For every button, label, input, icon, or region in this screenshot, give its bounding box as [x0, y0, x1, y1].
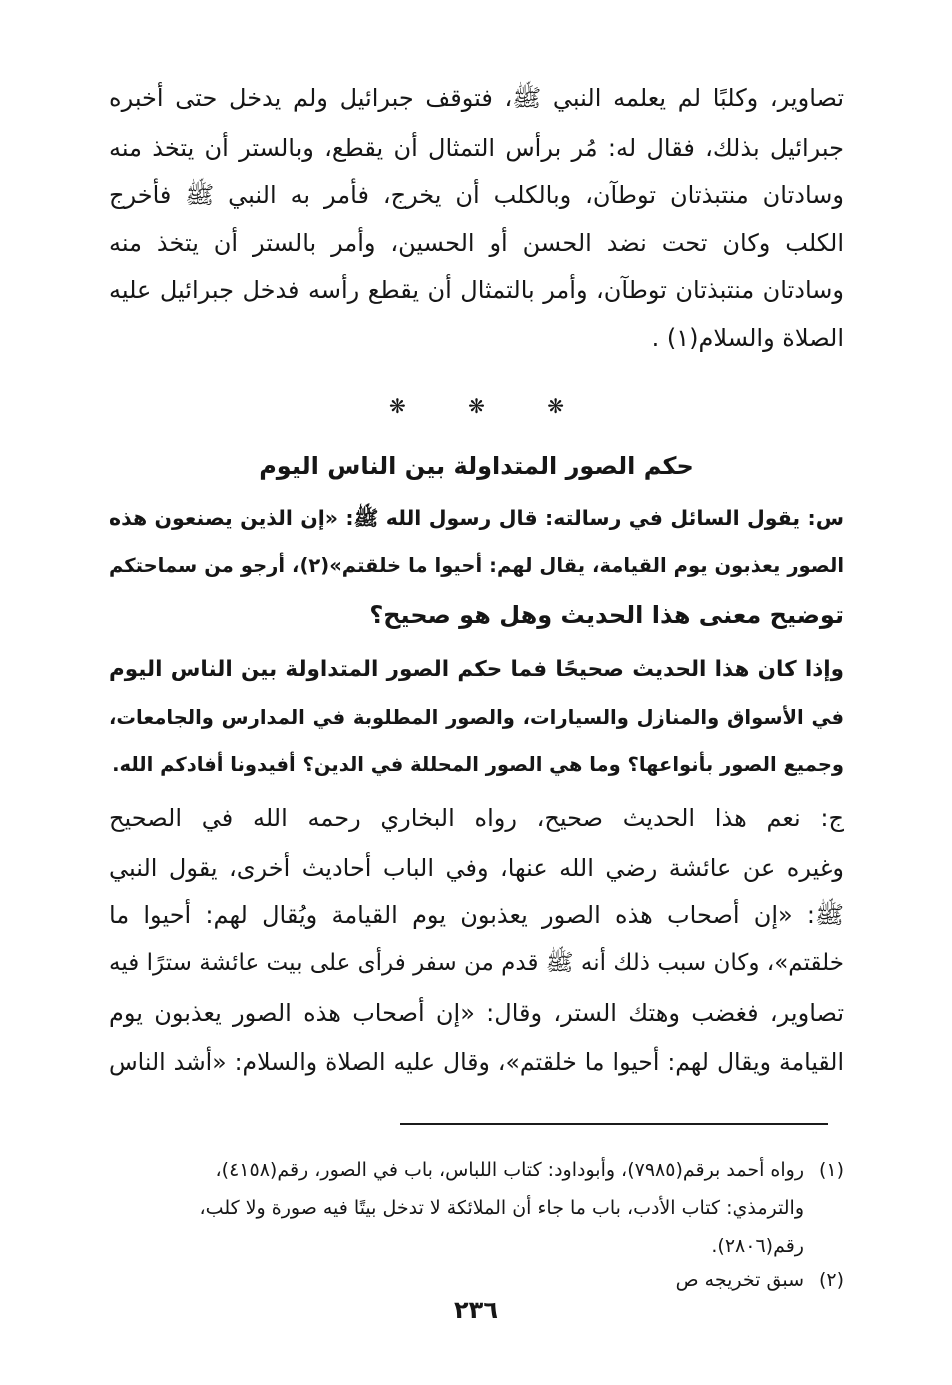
answer-line-4: خلقتم»، وكان سبب ذلك أنه ﷺ قدم من سفر فرأى على بيت عائشة سترًا فيه	[109, 950, 844, 976]
separator-star: ❋	[547, 394, 564, 418]
passage-line-5: وسادتان منتبذتان توطآن، وأمر بالتمثال أن يقطع رأسه فدخل جبرائيل عليه	[109, 276, 844, 304]
section-separator	[109, 394, 844, 418]
answer-line-6: القيامة ويقال لهم: أحيوا ما خلقتم»، وقال عليه الصلاة والسلام: «أشد الناس	[109, 1048, 844, 1076]
footnote-text: سبق تخريجه ص	[675, 1269, 804, 1291]
question-line-1: س: يقول السائل في رسالته: قال رسول الله ﷺ: «إن الذين يصنعون هذه	[109, 506, 844, 530]
answer-line-1: ج: نعم هذا الحديث صحيح، رواه البخاري رحمه الله في الصحيح	[109, 804, 844, 832]
section-title: حكم الصور المتداولة بين الناس اليوم	[259, 452, 694, 480]
question-line-4: وإذا كان هذا الحديث صحيحًا فما حكم الصور المتداولة بين الناس اليوم	[109, 657, 844, 682]
separator-star: ❋	[468, 394, 485, 418]
answer-line-5: تصاوير، فغضب وهتك الستر، وقال: «إن أصحاب هذه الصور يعذبون يوم	[109, 999, 844, 1027]
answer-line-3: ﷺ: «إن أصحاب هذه الصور يعذبون يوم القيامة ويُقال لهم: أحيوا ما	[109, 901, 844, 929]
footnote-1-line-2: والترمذي: كتاب الأدب، باب ما جاء أن الملائكة لا تدخل بيتًا فيه صورة ولا كلب،	[199, 1197, 804, 1219]
passage-line-4: الكلب وكان تحت نضد الحسن أو الحسين، وأمر بالستر أن يتخذ منه	[109, 229, 844, 257]
footnote-text: رواه أحمد برقم(٧٩٨٥)، وأبوداود: كتاب اللباس، باب في الصور، رقم(٤١٥٨)،	[215, 1159, 804, 1181]
footnote-2	[109, 1265, 844, 1295]
question-line-6: وجميع الصور بأنواعها؟ وما هي الصور المحللة في الدين؟ أفيدونا أفادكم الله.	[112, 753, 844, 776]
question-line-5: في الأسواق والمنازل والسيارات، والصور المطلوبة في المدارس والجامعات،	[109, 706, 844, 729]
passage-line-1: تصاوير، وكلبًا لم يعلمه النبي ﷺ، فتوقف جبرائيل ولم يدخل حتى أخبره	[109, 84, 844, 112]
passage-line-6: الصلاة والسلام(١) .	[651, 324, 844, 352]
passage-line-2: جبرائيل بذلك، فقال له: مُر برأس التمثال أن يقطع، وبالستر أن يتخذ منه	[109, 134, 844, 162]
answer-line-2: وغيره عن عائشة رضي الله عنها، وفي الباب أحاديث أخرى، يقول النبي	[109, 854, 844, 882]
question-line-2: الصور يعذبون يوم القيامة، يقال لهم: أحيوا ما خلقتم»(٢)، أرجو من سماحتكم	[109, 554, 844, 577]
page-number: ٢٣٦	[454, 1296, 498, 1324]
passage-line-3: وسادتان منتبذتان توطآن، وبالكلب أن يخرج، فأمر به النبي ﷺ فأخرج	[109, 181, 844, 209]
footnote-divider	[400, 1123, 828, 1125]
footnote-1	[109, 1155, 844, 1185]
question-line-3: توضيح معنى هذا الحديث وهل هو صحيح؟	[369, 601, 844, 629]
separator-star: ❋	[388, 394, 406, 418]
footnote-number: (٢)	[818, 1269, 844, 1291]
footnote-number: (١)	[818, 1159, 844, 1181]
footnote-1-line-3: رقم(٢٨٠٦).	[711, 1235, 804, 1257]
